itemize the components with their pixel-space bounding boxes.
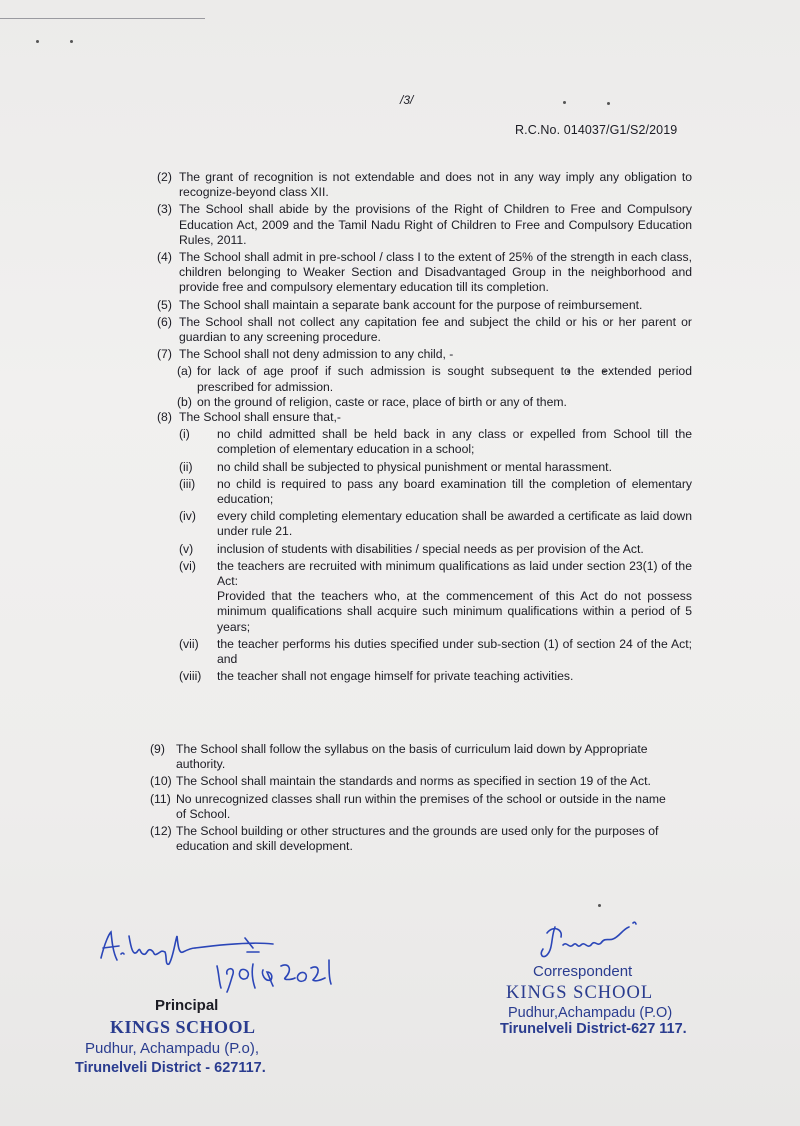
correspondent-stamp-school: KINGS SCHOOL: [506, 983, 654, 1003]
condition-item-number: (2): [157, 170, 172, 184]
conditions-list-continued: [150, 742, 670, 856]
roman-clause-proviso: Provided that the teachers who, at the commencement of this Act do not possess minimum qualifications shall acquire such minimum qualifications within a period of 5 years;: [217, 589, 692, 634]
condition-item-text: The School shall not deny admission to any child, -: [179, 347, 454, 362]
condition-item-number: (5): [157, 297, 172, 312]
condition-item-text: The School building or other structures and the grounds are used only for the purposes of education and skill development.: [176, 824, 659, 854]
roman-clause-text: no child admitted shall be held back in any class or expelled from School till the completion of elementary education in a school;: [217, 427, 692, 457]
condition-item-number: (3): [157, 202, 172, 217]
condition-item: [157, 298, 692, 313]
roman-clause-text: the teachers are recruited with minimum qualifications as laid under section 23(1) of the Act:: [217, 558, 692, 589]
roman-clause: [159, 669, 692, 684]
condition-item-number: (4): [157, 250, 172, 265]
roman-clause: [159, 477, 692, 507]
sub-clause-text: on the ground of religion, caste or race, place of birth or any of them.: [197, 394, 567, 409]
condition-text: The School shall ensure that,-: [179, 410, 341, 425]
condition-item: [157, 202, 692, 248]
roman-clause-text: every child completing elementary education shall be awarded a certificate as laid down under rule 21.: [217, 509, 692, 539]
roman-clause-text: the teacher shall not engage himself for private teaching activities.: [217, 669, 574, 684]
condition-item-text: The School shall abide by the provisions of the Right of Children to Free and Compulsory Education Act, 2009 and the Tamil Nadu Right of Children to Free and Compulsory Education Rules, 2011.: [179, 202, 692, 247]
principal-handwritten-signature: [95, 922, 335, 997]
roman-clause: [159, 427, 692, 457]
condition-item-number: (10): [150, 774, 172, 789]
condition-item: [157, 170, 692, 200]
condition-item-text: The grant of recognition is not extendable and does not in any way imply any obligation to recognize-beyond class XII.: [179, 170, 692, 200]
correspondent-stamp-address-1: Pudhur,Achampadu (P.O): [508, 1005, 673, 1021]
roman-clause-number: (v): [179, 541, 194, 556]
roman-clause: [159, 542, 692, 557]
condition-item: [157, 315, 692, 345]
principal-title: Principal: [155, 997, 219, 1014]
page-number: /3/: [400, 93, 414, 107]
condition-item: [157, 250, 692, 296]
condition-item-text: The School shall admit in pre-school / class I to the extent of 25% of the strength in each class, children belonging to Weaker Section and Disadvantaged Group in the neighborhood and provide free and compulsory elementary education till its completion.: [179, 250, 692, 295]
speck: [70, 40, 73, 43]
condition-item: [150, 824, 670, 854]
roman-clause-text: no child is required to pass any board examination till the completion of elementary education;: [217, 476, 692, 507]
condition-item-text: The School shall maintain the standards and norms as specified in section 19 of the Act.: [176, 774, 651, 789]
roman-clause: [159, 460, 692, 475]
correspondent-stamp-address-2: Tirunelveli District-627 117.: [500, 1021, 687, 1037]
top-rule: [0, 18, 205, 19]
roman-clause-text: the teacher performs his duties specified under sub-section (1) of section 24 of the Act; and: [217, 636, 692, 667]
reference-number: R.C.No. 014037/G1/S2/2019: [515, 123, 678, 137]
sub-clause-number: (b): [177, 394, 192, 409]
speck: [563, 101, 566, 104]
roman-clause: [159, 509, 692, 539]
roman-clause-number: (iii): [179, 476, 196, 491]
sub-clause-text: for lack of age proof if such admission is sought subsequent to the extended period prescribed for admission.: [197, 364, 692, 394]
condition-item-number: (6): [157, 314, 172, 329]
speck: [598, 904, 601, 907]
sub-clause: [155, 395, 692, 410]
roman-clause-text: no child shall be subjected to physical punishment or mental harassment.: [217, 459, 612, 474]
condition-item: [150, 774, 670, 789]
principal-stamp-school: KINGS SCHOOL: [110, 1017, 256, 1037]
sub-clause: [155, 364, 692, 394]
condition-item: [157, 410, 692, 425]
condition-item-text: The School shall maintain a separate bank account for the purpose of reimbursement.: [179, 297, 643, 312]
roman-clause-number: (viii): [179, 669, 202, 684]
sub-clause-number: (a): [177, 364, 192, 379]
condition-item: [150, 792, 670, 822]
principal-stamp-address-1: Pudhur, Achampadu (P.o),: [85, 1040, 260, 1057]
condition-item-text: The School shall follow the syllabus on the basis of curriculum laid down by Appropriate authority.: [176, 742, 648, 772]
roman-clause-number: (ii): [179, 459, 193, 474]
condition-item-number: (7): [157, 347, 172, 362]
condition-item-number: (12): [150, 824, 172, 839]
condition-item: [157, 347, 692, 362]
speck: [36, 40, 39, 43]
condition-item-number: (9): [150, 742, 165, 756]
roman-clause: [159, 637, 692, 667]
roman-clause: [159, 559, 692, 635]
condition-item: [150, 742, 670, 772]
roman-clause-number: (iv): [179, 509, 196, 524]
condition-number: (8): [157, 410, 172, 425]
conditions-list: [157, 170, 692, 687]
correspondent-title: Correspondent: [533, 963, 633, 980]
roman-clause-number: (vi): [179, 558, 196, 573]
principal-stamp-address-2: Tirunelveli District - 627117.: [75, 1060, 266, 1076]
speck: [607, 102, 610, 105]
condition-item-text: No unrecognized classes shall run within the premises of the school or outside in the name of School.: [176, 791, 666, 821]
roman-clause-number: (vii): [179, 636, 199, 651]
roman-clause-number: (i): [179, 427, 190, 442]
correspondent-handwritten-signature: [533, 915, 663, 965]
condition-item-number: (11): [150, 791, 171, 806]
roman-clause-text: inclusion of students with disabilities / special needs as per provision of the Act.: [217, 541, 644, 556]
condition-item-text: The School shall not collect any capitation fee and subject the child or his or her parent or guardian to any screening procedure.: [179, 314, 692, 345]
